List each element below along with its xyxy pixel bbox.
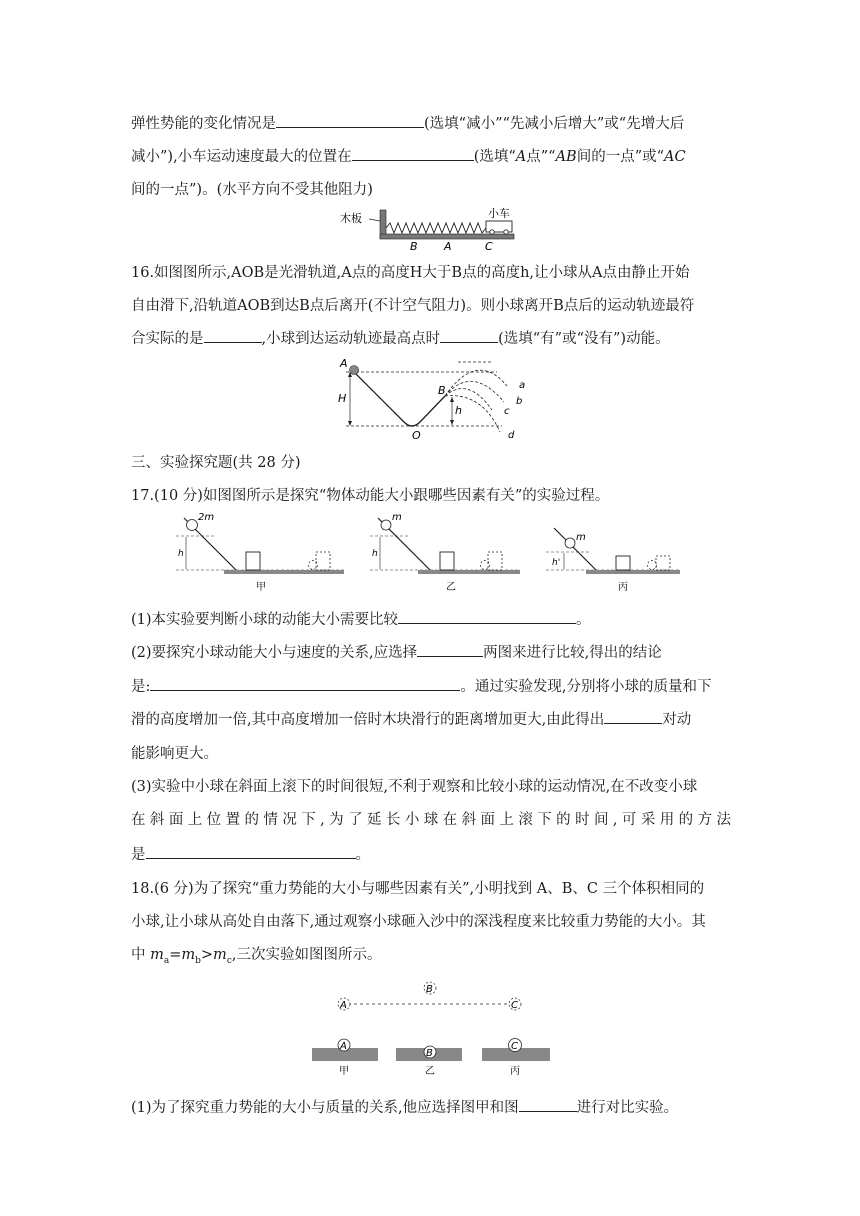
q16-line-2: 自由滑下,沿轨道AOB到达B点后离开(不计空气阻力)。则小球离开B点后的运动轨迹最符: [131, 298, 695, 314]
q17-part-2-line-3: [131, 708, 691, 729]
car-label: 小车: [488, 207, 510, 220]
ball-b-high: B: [426, 984, 433, 995]
q17-part-2-line-1: [131, 641, 662, 662]
q17-part-2-line-4: 能影响更大。: [131, 746, 218, 762]
q15-line-2: [131, 145, 686, 166]
mass-symbol: =m: [169, 947, 196, 963]
q15-text: 间的一点”或“: [576, 149, 665, 165]
q17-text: (2)要探究小球动能大小与速度的关系,应选择: [131, 645, 418, 661]
point-a-label: A: [444, 240, 452, 253]
q17-part-2-line-2: [131, 675, 712, 696]
q18-line-1: 18.(6 分)为了探究“重力势能的大小与哪些因素有关”,小明找到 A、B、C 三个体积相同的: [131, 881, 705, 897]
point-c-label: C: [485, 240, 493, 253]
section-title: 三、实验探究题(共 28 分): [131, 455, 301, 471]
panel-label: 丙: [618, 582, 628, 593]
ball: [350, 366, 359, 375]
q16-track-figure: [332, 352, 532, 442]
q16-text: ,小球到达运动轨迹最高点时: [261, 331, 441, 347]
q18-text: ,三次实验如图图所示。: [231, 947, 382, 963]
answer-blank[interactable]: [150, 676, 460, 691]
q15-text: 减小”),小车运动速度最大的位置在: [131, 149, 352, 165]
q18-line-3: [131, 943, 381, 966]
var-ac: AC: [664, 149, 686, 165]
mass-symbol: m: [150, 947, 164, 963]
answer-blank[interactable]: [146, 844, 356, 859]
ball-c-high: C: [511, 1000, 518, 1011]
q15-text: 弹性势能的变化情况是: [131, 116, 276, 132]
spring: [386, 223, 486, 233]
q15-text: (选填“: [473, 149, 516, 165]
track: [354, 372, 445, 426]
car-wheel: [504, 230, 508, 234]
panel-label: 乙: [425, 1066, 435, 1077]
point-o-label: O: [412, 429, 421, 442]
panel-label: 甲: [339, 1066, 349, 1077]
q18-text: (1)为了探究重力势能的大小与质量的关系,他应选择图甲和图: [131, 1100, 519, 1116]
q15-spring-figure: [340, 205, 520, 253]
q17-text: 滑的高度增加一倍,其中高度增加一倍时木块滑行的距离增加更大,由此得出: [131, 712, 605, 728]
panel-label: 甲: [256, 582, 266, 593]
ball-a-high: A: [340, 1000, 347, 1011]
q17-text: 对动: [662, 712, 692, 728]
q15-text: 点”“: [526, 149, 556, 165]
q17-part-3-line-1: (3)实验中小球在斜面上滚下的时间很短,不利于观察和比较小球的运动情况,在不改变小球: [131, 779, 698, 795]
path-b-label: b: [516, 396, 523, 407]
q17-title: 17.(10 分)如图图所示是探究“物体动能大小跟哪些因素有关”的实验过程。: [131, 488, 610, 504]
path-a-label: a: [519, 380, 526, 391]
height-h-label: H: [338, 392, 347, 405]
subscript: b: [195, 955, 201, 966]
q17-text: 是:: [131, 679, 151, 695]
q17-part-3-line-2: 在斜面上位置的情况下,为了延长小球在斜面上滚下的时间,可采用的方法: [131, 812, 731, 828]
car-body: [486, 221, 512, 232]
q18-part-1: [131, 1096, 678, 1117]
panel-bing: [546, 528, 680, 593]
subscript: a: [163, 955, 170, 966]
height-small-h-label: h: [455, 404, 462, 417]
var-ab: AB: [555, 149, 577, 165]
q17-part-1: [131, 608, 591, 629]
mass-label: m: [392, 512, 402, 523]
mass-symbol: >m: [200, 947, 227, 963]
q17-text: 是: [131, 847, 146, 863]
q17-text: 。: [576, 612, 591, 628]
point-b-label: B: [410, 240, 418, 253]
mass-label: m: [576, 532, 586, 543]
answer-blank[interactable]: [204, 328, 262, 343]
path-c-label: c: [504, 406, 510, 417]
answer-blank[interactable]: [417, 642, 483, 657]
q17-text: 。: [355, 847, 370, 863]
q17-part-3-line-3: [131, 843, 370, 864]
mass-label: 2m: [198, 512, 215, 523]
point-b-label: B: [438, 384, 446, 397]
point-a-label: A: [340, 357, 348, 370]
height-label: h: [372, 549, 378, 559]
q18-text: 进行对比实验。: [576, 1100, 679, 1116]
panel-yi: [370, 512, 520, 593]
answer-blank[interactable]: [276, 113, 424, 128]
answer-blank[interactable]: [398, 609, 576, 624]
answer-blank[interactable]: [604, 709, 662, 724]
ball-a: A: [340, 1041, 347, 1052]
q16-line-3: [131, 327, 670, 348]
q17-text: (1)本实验要判断小球的动能大小需要比较: [131, 612, 399, 628]
board-label: 木板: [340, 212, 362, 225]
ball-c: C: [511, 1041, 518, 1052]
height-label: h: [178, 549, 184, 559]
var-a: A: [515, 149, 527, 165]
answer-blank[interactable]: [352, 146, 474, 161]
floor: [380, 234, 514, 239]
answer-blank[interactable]: [519, 1097, 577, 1112]
car-wheel: [490, 230, 494, 234]
q18-text: 中: [131, 947, 151, 963]
panel-jia: [176, 512, 344, 593]
q17-text: 。通过实验发现,分别将小球的质量和下: [460, 679, 712, 695]
q16-text: 合实际的是: [131, 331, 204, 347]
q17-text: 两图来进行比较,得出的结论: [483, 645, 662, 661]
q15-text: (选填“减小”“先减小后增大”或“先增大后: [424, 116, 685, 132]
q18-line-2: 小球,让小球从高处自由落下,通过观察小球砸入沙中的深浅程度来比较重力势能的大小。其: [131, 914, 706, 930]
q15-line-1: [131, 112, 684, 133]
answer-blank[interactable]: [440, 328, 498, 343]
q15-line-3: 间的一点”)。(水平方向不受其他阻力): [131, 182, 373, 198]
q16-text: (选填“有”或“没有”)动能。: [498, 331, 670, 347]
subscript: c: [226, 955, 232, 966]
height-label: h': [552, 558, 561, 568]
panel-label: 丙: [510, 1066, 520, 1077]
q18-sand-figure: [308, 978, 558, 1078]
path-d-label: d: [508, 430, 515, 441]
q17-experiment-figure: [176, 508, 686, 594]
panel-label: 乙: [446, 582, 456, 593]
ball-b: B: [426, 1048, 433, 1059]
q16-line-1: 16.如图图所示,AOB是光滑轨道,A点的高度H大于B点的高度h,让小球从A点由静止开始: [131, 265, 690, 281]
